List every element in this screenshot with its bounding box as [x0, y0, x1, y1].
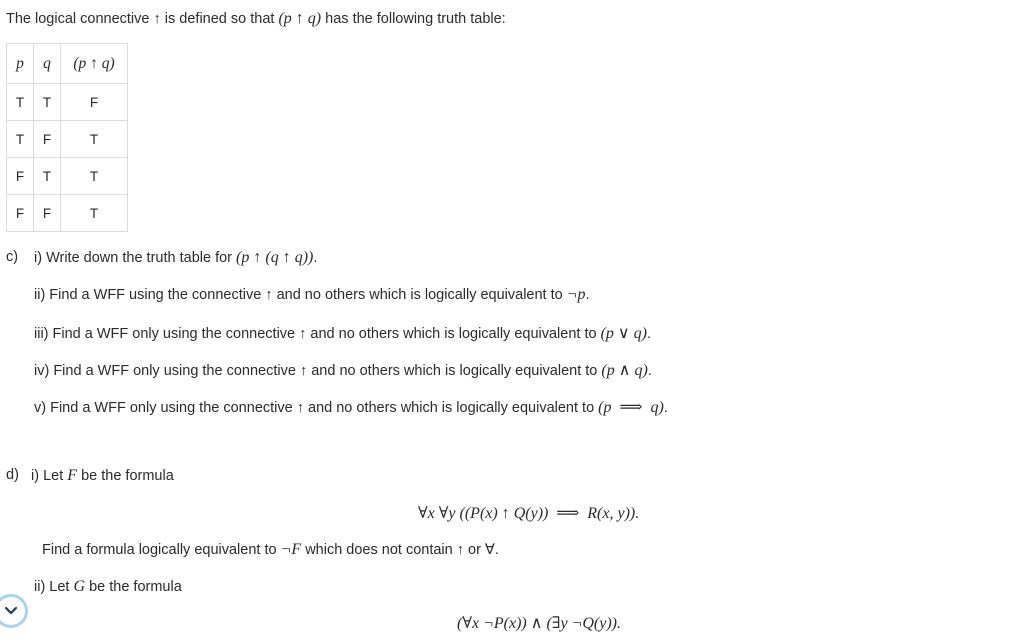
item-end: . — [647, 363, 652, 379]
cell: T — [34, 158, 61, 195]
part-c-item-1 — [34, 249, 317, 267]
part-d-i — [31, 467, 174, 485]
table-row — [7, 121, 128, 158]
part-d-find — [42, 541, 499, 559]
cell: T — [61, 158, 128, 195]
truth-table — [6, 43, 128, 232]
item-math: (p ∨ q) — [600, 325, 647, 342]
header-p: p — [16, 54, 24, 72]
intro-formula: (p ↑ q) — [278, 10, 322, 27]
connective-arrow: ↑ — [153, 11, 161, 27]
d-ii-var: G — [73, 578, 86, 595]
part-c-item-3 — [34, 323, 651, 343]
d-i-post: be the formula — [81, 468, 174, 484]
cell: F — [7, 195, 34, 232]
item-math: (p ∧ q) — [601, 362, 648, 379]
cell: F — [61, 84, 128, 121]
intro-pre: The logical connective — [6, 11, 150, 27]
cell: T — [61, 121, 128, 158]
formula-F: ∀x ∀y ((P(x) ↑ Q(y)) ⟹ R(x, y)). — [418, 505, 640, 522]
item-text: i) Write down the truth table for — [34, 250, 232, 266]
item-end: . — [646, 326, 651, 342]
d-ii-post: be the formula — [89, 579, 182, 595]
item-math: (p ⟹ q) — [598, 399, 664, 416]
part-d-label: d) — [6, 467, 19, 483]
header-q: q — [43, 54, 51, 72]
table-row — [7, 84, 128, 121]
find-post: which does not contain ↑ or ∀. — [305, 542, 499, 558]
d-i-var: F — [67, 467, 78, 484]
item-text: ii) Find a WFF using the connective ↑ and no others which is logically equivalent to — [34, 287, 563, 303]
item-end: . — [663, 400, 668, 416]
part-d-ii — [34, 578, 182, 596]
part-c-item-4 — [34, 360, 652, 380]
cell: T — [34, 84, 61, 121]
item-end: . — [585, 287, 590, 303]
item-text: v) Find a WFF only using the connective ↑ and no others which is logically equivalent to — [34, 400, 595, 416]
cell: F — [7, 158, 34, 195]
item-math: ¬p — [566, 286, 586, 303]
cell: T — [61, 195, 128, 232]
item-text: iii) Find a WFF only using the connective ↑ and no others which is logically equivalent to — [34, 326, 597, 342]
intro-mid: is defined so that — [164, 11, 275, 27]
part-c-item-5 — [34, 397, 668, 417]
part-c-label: c) — [6, 249, 19, 265]
formula-G: (∀x ¬P(x)) ∧ (∃y ¬Q(y)). — [457, 615, 621, 632]
chevron-down-icon — [4, 606, 18, 616]
table-row — [7, 195, 128, 232]
item-end: . — [313, 250, 318, 266]
header-p-nand-q: (p ↑ q) — [73, 54, 115, 72]
cell: F — [34, 195, 61, 232]
cell: T — [7, 84, 34, 121]
find-math: ¬F — [280, 541, 302, 558]
cell: F — [34, 121, 61, 158]
d-i-pre: i) Let — [31, 468, 64, 484]
part-c-item-2 — [34, 286, 590, 304]
intro-line — [6, 10, 506, 28]
item-math: (p ↑ (q ↑ q)) — [236, 249, 314, 266]
intro-post: has the following truth table: — [325, 11, 506, 27]
cell: T — [7, 121, 34, 158]
item-text: iv) Find a WFF only using the connective ↑ and no others which is logically equivalent to — [34, 363, 598, 379]
truth-table-header — [7, 44, 128, 84]
d-ii-pre: ii) Let — [34, 579, 70, 595]
table-row — [7, 158, 128, 195]
find-pre: Find a formula logically equivalent to — [42, 542, 277, 558]
scroll-down-button[interactable] — [0, 594, 28, 628]
